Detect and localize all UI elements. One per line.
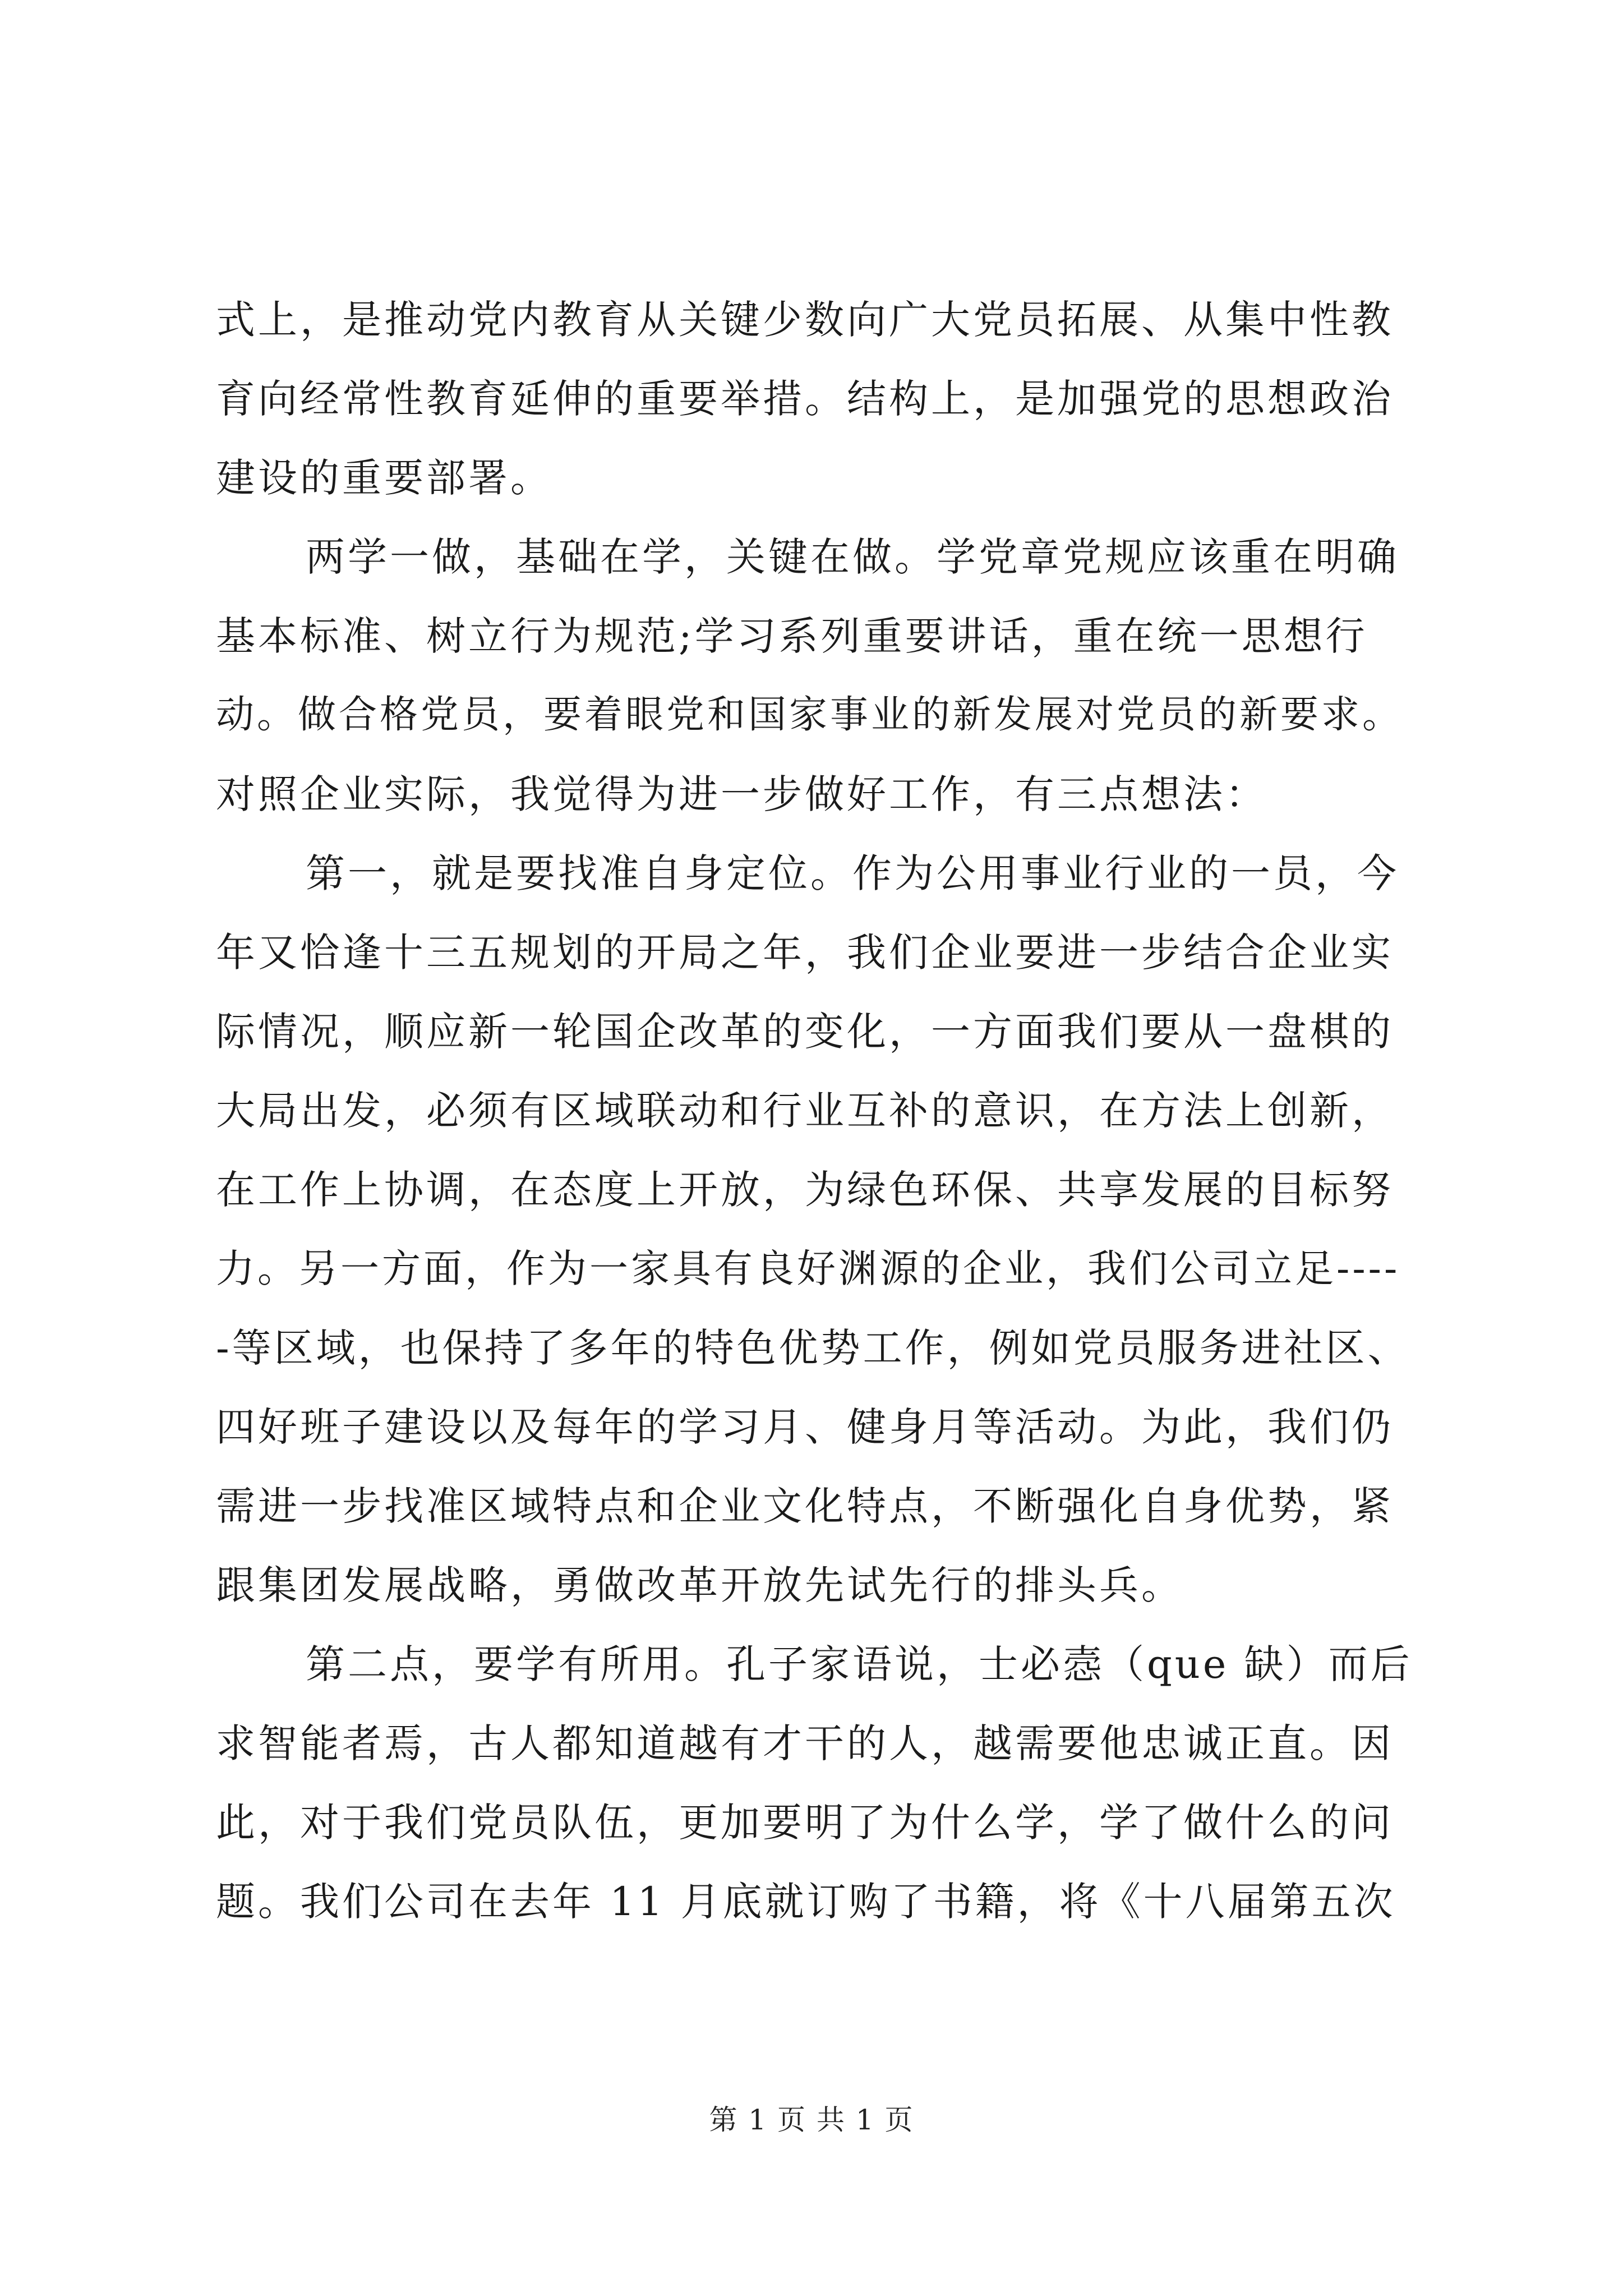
text-line: 对照企业实际，我觉得为进一步做好工作，有三点想法： — [216, 771, 1267, 817]
page-footer — [0, 2100, 1623, 2139]
text-line: 此，对于我们党员队伍，更加要明了为什么学，学了做什么的问 — [216, 1800, 1394, 1846]
text-line: 式上，是推动党内教育从关键少数向广大党员拓展、从集中性教 — [216, 297, 1394, 343]
text-line: 在工作上协调，在态度上开放，为绿色环保、共享发展的目标努 — [216, 1167, 1394, 1213]
text-line: 建设的重要部署。 — [216, 455, 552, 501]
paragraph-first-line: 第二点，要学有所用。孔子家语说，士必悫（que 缺）而后 — [306, 1641, 1413, 1687]
text-line: 题。我们公司在去年 11 月底就订购了书籍，将《十八届第五次 — [216, 1879, 1396, 1925]
text-line: 育向经常性教育延伸的重要举措。结构上，是加强党的思想政治 — [216, 376, 1394, 422]
paragraph-first-line: 两学一做，基础在学，关键在做。学党章党规应该重在明确 — [306, 534, 1399, 580]
text-line: 求智能者焉，古人都知道越有才干的人，越需要他忠诚正直。因 — [216, 1720, 1394, 1766]
text-line: 基本标准、树立行为规范;学习系列重要讲话，重在统一思想行 — [216, 613, 1368, 659]
text-line: 际情况，顺应新一轮国企改革的变化，一方面我们要从一盘棋的 — [216, 1009, 1394, 1055]
text-line: 跟集团发展战略，勇做改革开放先试先行的排头兵。 — [216, 1562, 1183, 1608]
text-line: 需进一步找准区域特点和企业文化特点，不断强化自身优势，紧 — [216, 1483, 1394, 1529]
text-line: 大局出发，必须有区域联动和行业互补的意识，在方法上创新， — [216, 1088, 1394, 1134]
text-line: 动。做合格党员，要着眼党和国家事业的新发展对党员的新要求。 — [216, 693, 1404, 737]
paragraph-first-line: 第一，就是要找准自身定位。作为公用事业行业的一员，今 — [306, 850, 1399, 896]
text-line: -等区域，也保持了多年的特色优势工作，例如党员服务进社区、 — [216, 1325, 1410, 1371]
text-line: 年又恰逢十三五规划的开局之年，我们企业要进一步结合企业实 — [216, 930, 1394, 976]
text-line: 四好班子建设以及每年的学习月、健身月等活动。为此，我们仍 — [216, 1404, 1394, 1450]
page-number-label: 第 1 页 共 1 页 — [709, 2104, 914, 2136]
text-line: 力。另一方面，作为一家具有良好渊源的企业，我们公司立足---- — [216, 1246, 1400, 1291]
